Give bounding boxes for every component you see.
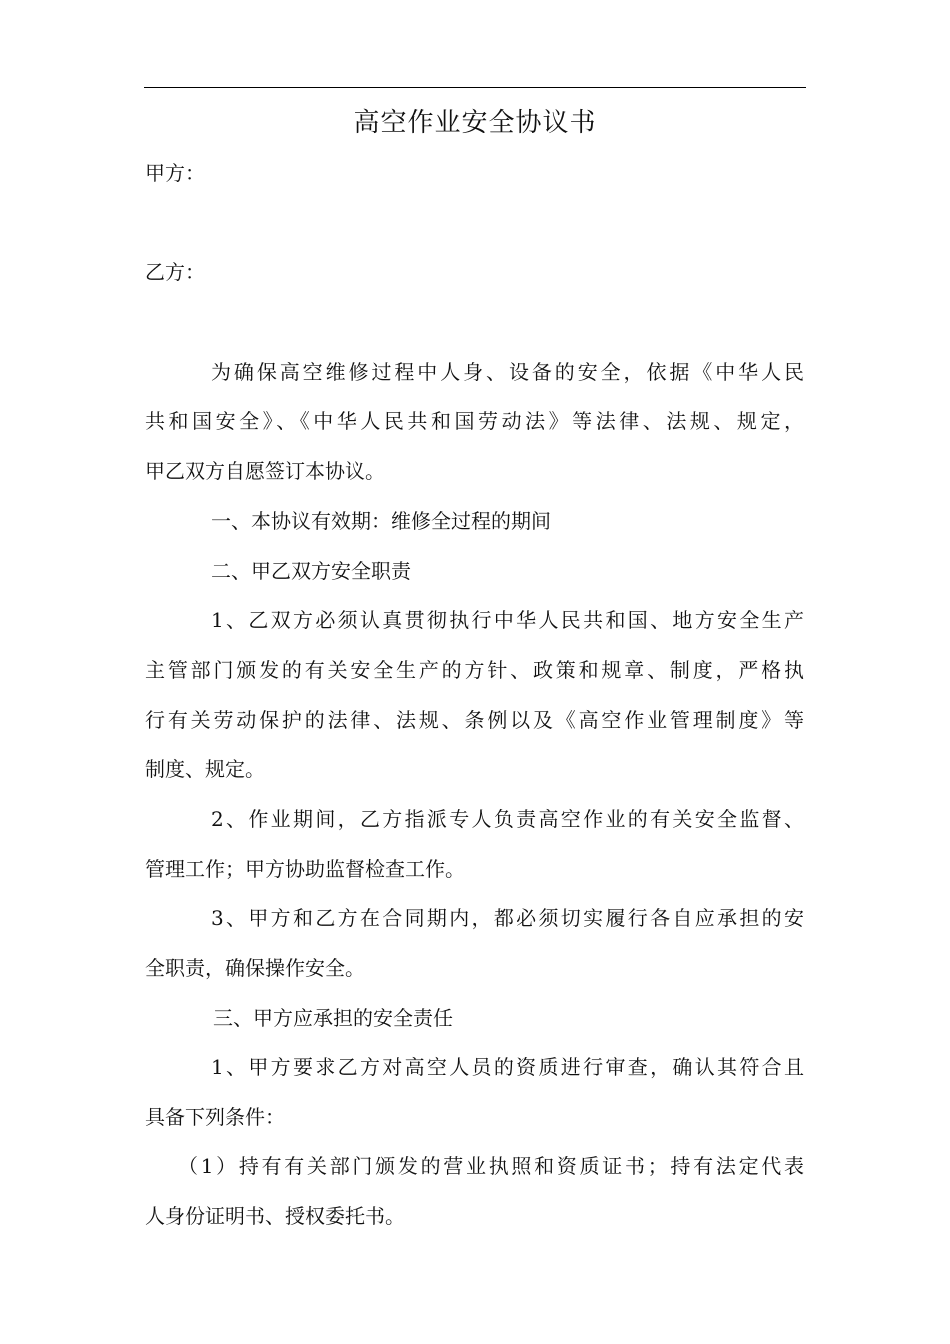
party-a-label: 甲方： [145,161,205,185]
item-3-1-line-2: 具备下列条件： [145,1105,285,1129]
intro-line-1: 为确保高空维修过程中人身、设备的安全，依据《中华人民 [211,360,804,384]
item-2-2-line-1: 2、作业期间，乙方指派专人负责高空作业的有关安全监督、 [211,807,804,831]
item-3-1-1-line-2: 人身份证明书、授权委托书。 [145,1204,405,1228]
item-2-1-line-3: 行有关劳动保护的法律、法规、条例以及《高空作业管理制度》等 [145,708,804,732]
intro-line-3: 甲乙双方自愿签订本协议。 [145,459,385,483]
item-2-2-line-2: 管理工作；甲方协助监督检查工作。 [145,857,465,881]
item-2-3-line-1: 3、甲方和乙方在合同期内，都必须切实履行各自应承担的安 [211,906,804,930]
section-2-heading: 二、甲乙双方安全职责 [211,559,411,583]
header-rule [144,87,806,88]
item-2-3-line-2: 全职责，确保操作安全。 [145,956,365,980]
item-3-1-line-1: 1、甲方要求乙方对高空人员的资质进行审查，确认其符合且 [211,1055,804,1079]
section-3-heading: 三、甲方应承担的安全责任 [213,1006,453,1030]
item-3-1-1-line-1: （1）持有有关部门颁发的营业执照和资质证书；持有法定代表 [178,1154,804,1178]
item-2-1-line-1: 1、乙双方必须认真贯彻执行中华人民共和国、地方安全生产 [211,608,804,632]
intro-line-2: 共和国安全》、《中华人民共和国劳动法》等法律、法规、规定， [145,409,804,433]
item-2-1-line-4: 制度、规定。 [145,757,265,781]
party-b-label: 乙方： [145,260,205,284]
document-title: 高空作业安全协议书 [353,108,597,138]
section-1-heading: 一、本协议有效期：维修全过程的期间 [211,509,551,533]
item-2-1-line-2: 主管部门颁发的有关安全生产的方针、政策和规章、制度，严格执 [145,658,804,682]
